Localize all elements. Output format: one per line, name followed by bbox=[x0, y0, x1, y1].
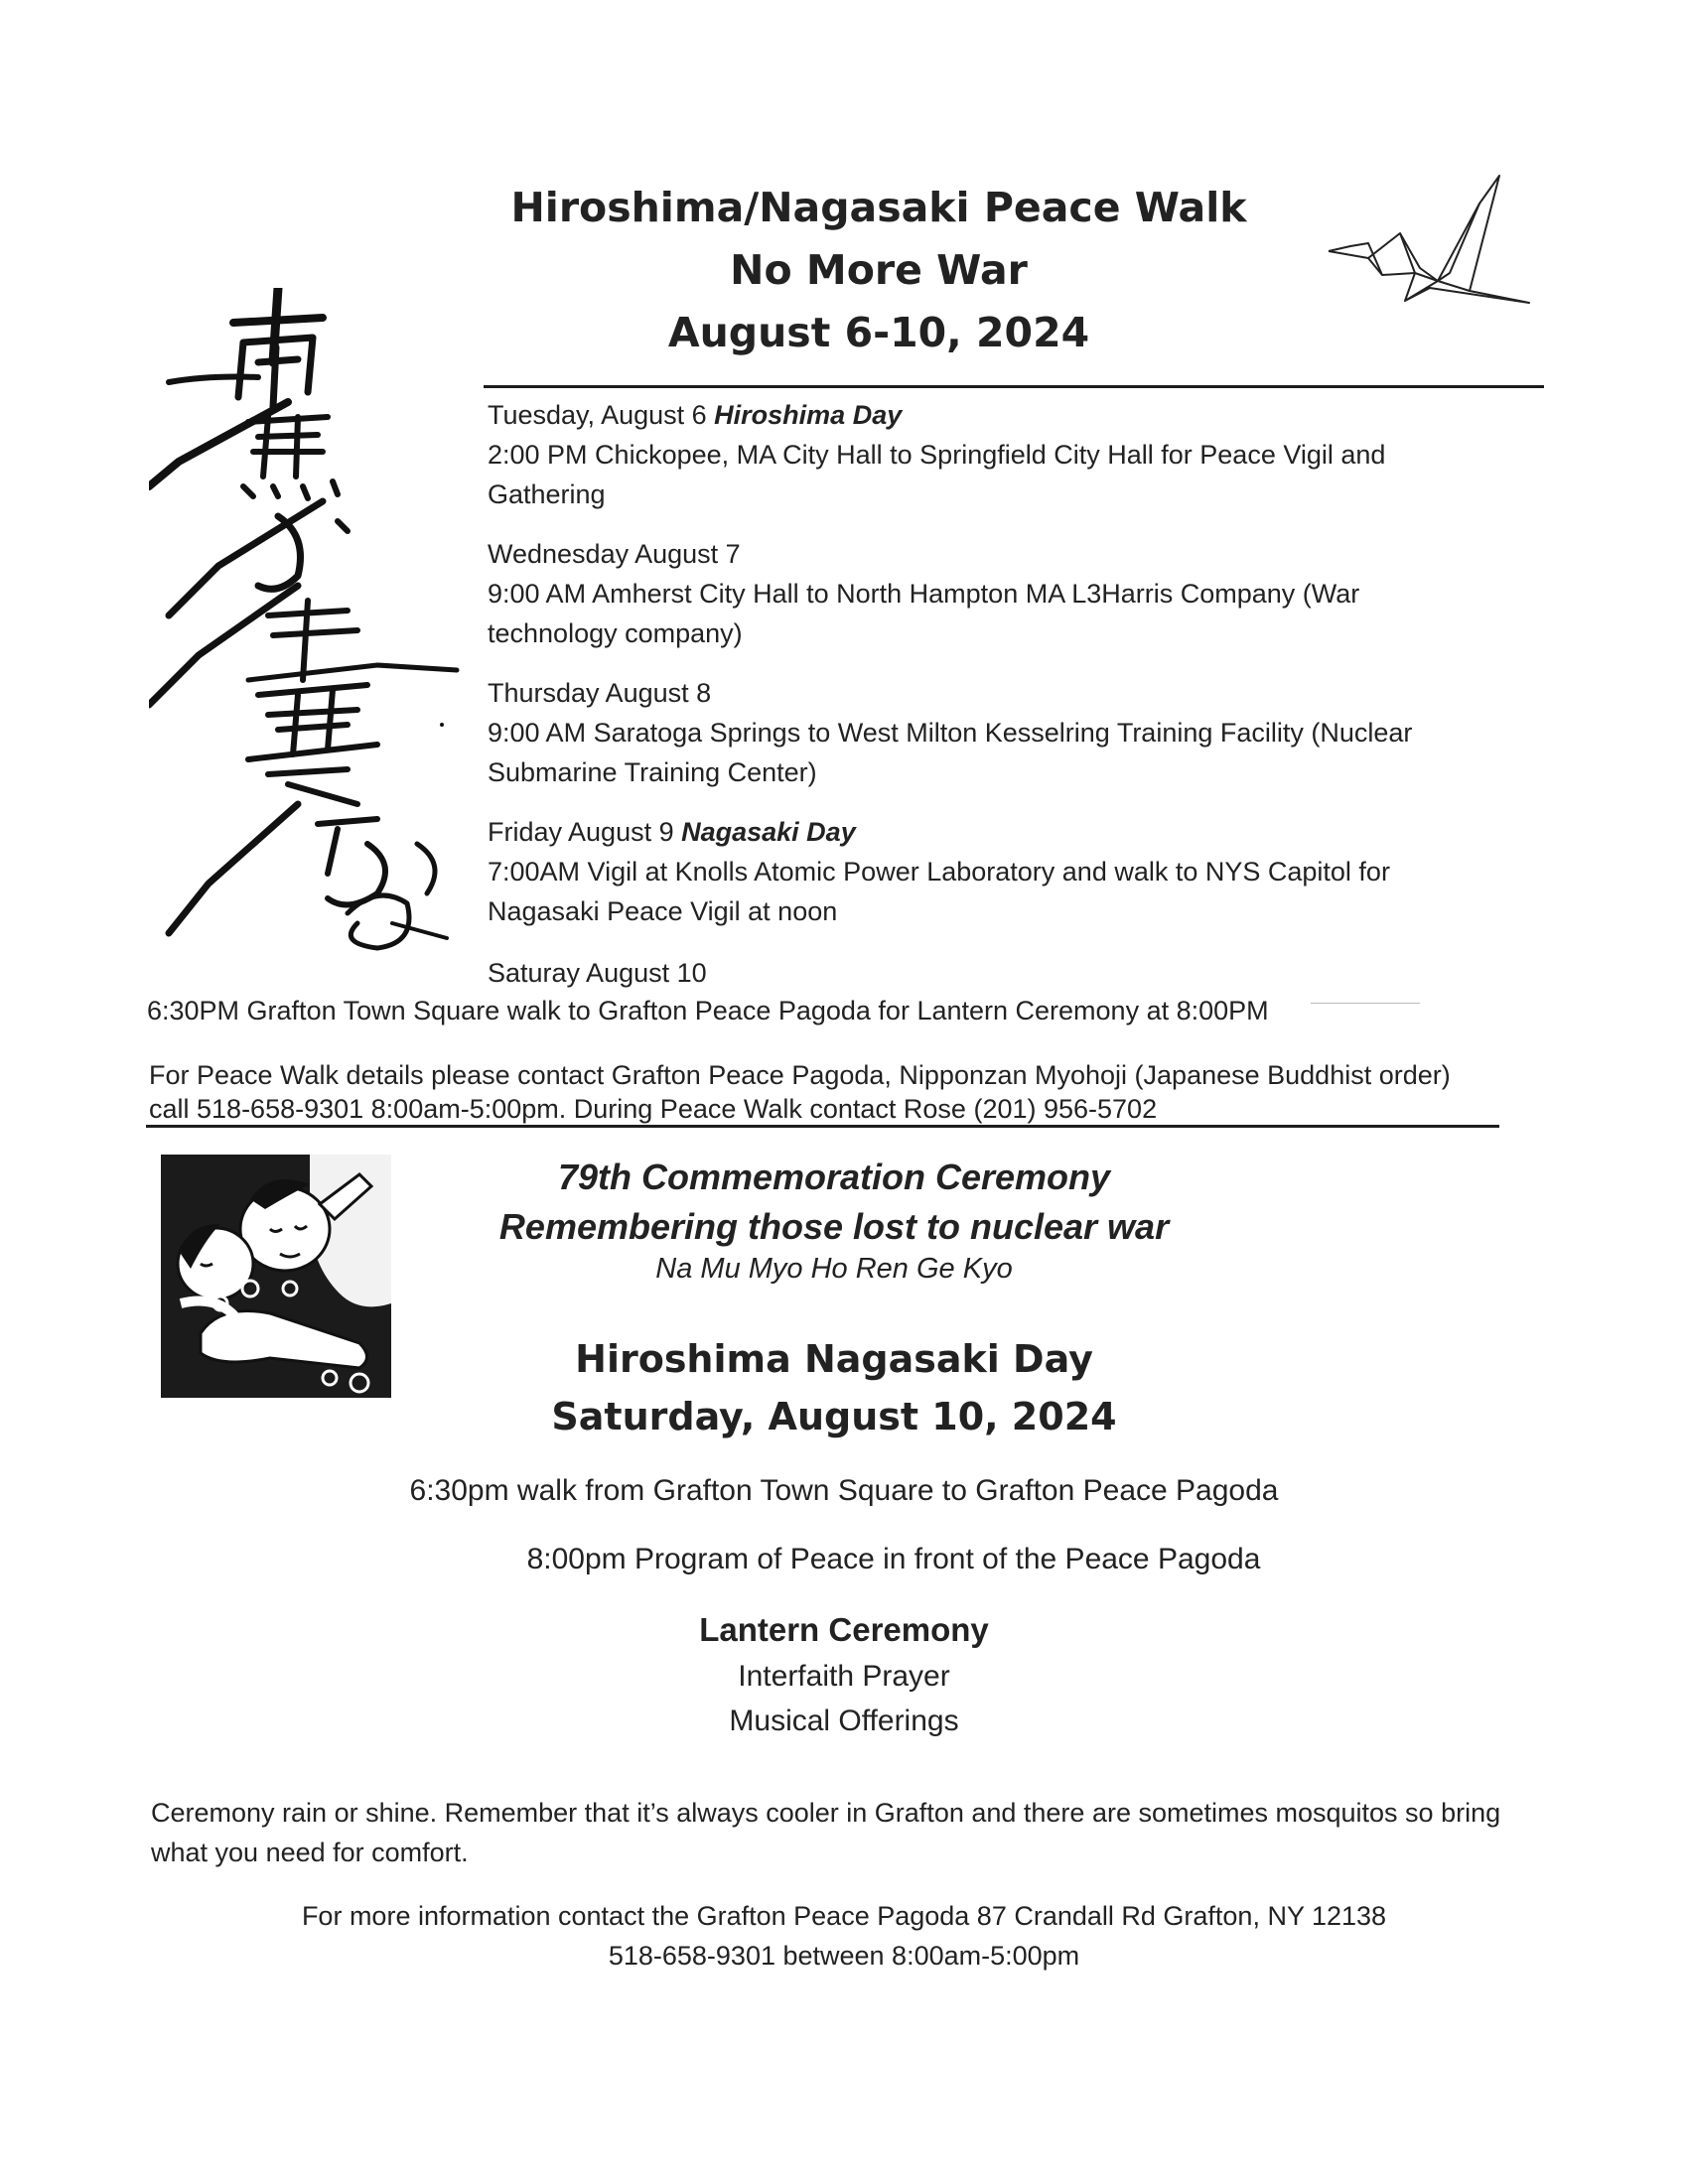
contact-phone: 518-658-9301 between 8:00am-5:00pm bbox=[608, 1941, 1080, 1971]
schedule-detail: 9:00 AM Saratoga Springs to West Milton Kesselring Training Facility (Nuclear bbox=[488, 718, 1413, 748]
schedule-day-heading: Saturay August 10 bbox=[488, 958, 707, 988]
schedule-day-heading: Thursday August 8 bbox=[488, 678, 712, 708]
page-title: Hiroshima/Nagasaki Peace Walk bbox=[510, 184, 1247, 231]
chant-text: Na Mu Myo Ho Ren Ge Kyo bbox=[655, 1253, 1013, 1285]
schedule-detail: 9:00 AM Amherst City Hall to North Hampton MA L3Harris Company (War bbox=[488, 579, 1360, 609]
event-day-date: Saturday, August 10, 2024 bbox=[551, 1395, 1117, 1438]
mother-and-child-illustration bbox=[161, 1155, 391, 1398]
flyer-header bbox=[487, 177, 1271, 364]
program-item-music: Musical Offerings bbox=[729, 1705, 959, 1737]
walk-contact-line: For Peace Walk details please contact Grafton Peace Pagoda, Nipponzan Myohoji (Japanese Buddhist order) bbox=[149, 1060, 1451, 1090]
schedule-day-heading: Wednesday August 7 bbox=[488, 539, 741, 569]
schedule-detail: Submarine Training Center) bbox=[488, 757, 817, 787]
ceremony-subheading: Remembering those lost to nuclear war bbox=[498, 1206, 1170, 1247]
header-divider bbox=[484, 385, 1544, 388]
program-item-lantern: Lantern Ceremony bbox=[699, 1611, 989, 1648]
day-label: Friday August 9 bbox=[488, 817, 682, 847]
faint-rule bbox=[1311, 1003, 1420, 1004]
day-label: Tuesday, August 6 bbox=[488, 400, 715, 430]
walk-time: 6:30pm walk from Grafton Town Square to Grafton Peace Pagoda bbox=[409, 1474, 1279, 1507]
walk-contact-line: call 518-658-9301 8:00am-5:00pm. During Peace Walk contact Rose (201) 956-5702 bbox=[149, 1094, 1158, 1124]
program-item-prayer: Interfaith Prayer bbox=[738, 1660, 950, 1693]
schedule-day-1 bbox=[488, 395, 1490, 514]
schedule-detail: Nagasaki Peace Vigil at noon bbox=[488, 896, 838, 926]
event-dates: August 6-10, 2024 bbox=[667, 309, 1090, 356]
page-subtitle: No More War bbox=[730, 246, 1028, 294]
contact-address: For more information contact the Grafton Peace Pagoda 87 Crandall Rd Grafton, NY 12138 bbox=[301, 1901, 1387, 1931]
schedule-detail: 7:00AM Vigil at Knolls Atomic Power Laboratory and walk to NYS Capitol for bbox=[488, 857, 1390, 887]
schedule-day-4 bbox=[488, 812, 1490, 931]
origami-crane-icon bbox=[1321, 174, 1539, 318]
rain-note: Ceremony rain or shine. Remember that it’s always cooler in Grafton and there are sometimes mosquitos so bring what you need for comfort. bbox=[151, 1798, 1501, 1867]
schedule-detail: Gathering bbox=[488, 479, 606, 509]
schedule-day-heading bbox=[488, 812, 1490, 852]
day-highlight: Nagasaki Day bbox=[681, 817, 856, 847]
schedule-detail: technology company) bbox=[488, 618, 743, 648]
schedule-day-3 bbox=[488, 673, 1490, 792]
schedule-day-2 bbox=[488, 534, 1490, 653]
brush-calligraphy-daimoku bbox=[149, 288, 467, 963]
section-divider bbox=[146, 1125, 1499, 1128]
schedule-detail: 6:30PM Grafton Town Square walk to Grafton Peace Pagoda for Lantern Ceremony at 8:00PM bbox=[147, 996, 1269, 1025]
schedule-detail: 2:00 PM Chickopee, MA City Hall to Springfield City Hall for Peace Vigil and bbox=[488, 440, 1386, 470]
day-highlight: Hiroshima Day bbox=[714, 400, 903, 430]
ceremony-heading: 79th Commemoration Ceremony bbox=[557, 1157, 1111, 1197]
schedule-day-heading bbox=[488, 395, 1490, 435]
program-time: 8:00pm Program of Peace in front of the Peace Pagoda bbox=[526, 1543, 1261, 1575]
event-day-title: Hiroshima Nagasaki Day bbox=[575, 1337, 1093, 1381]
